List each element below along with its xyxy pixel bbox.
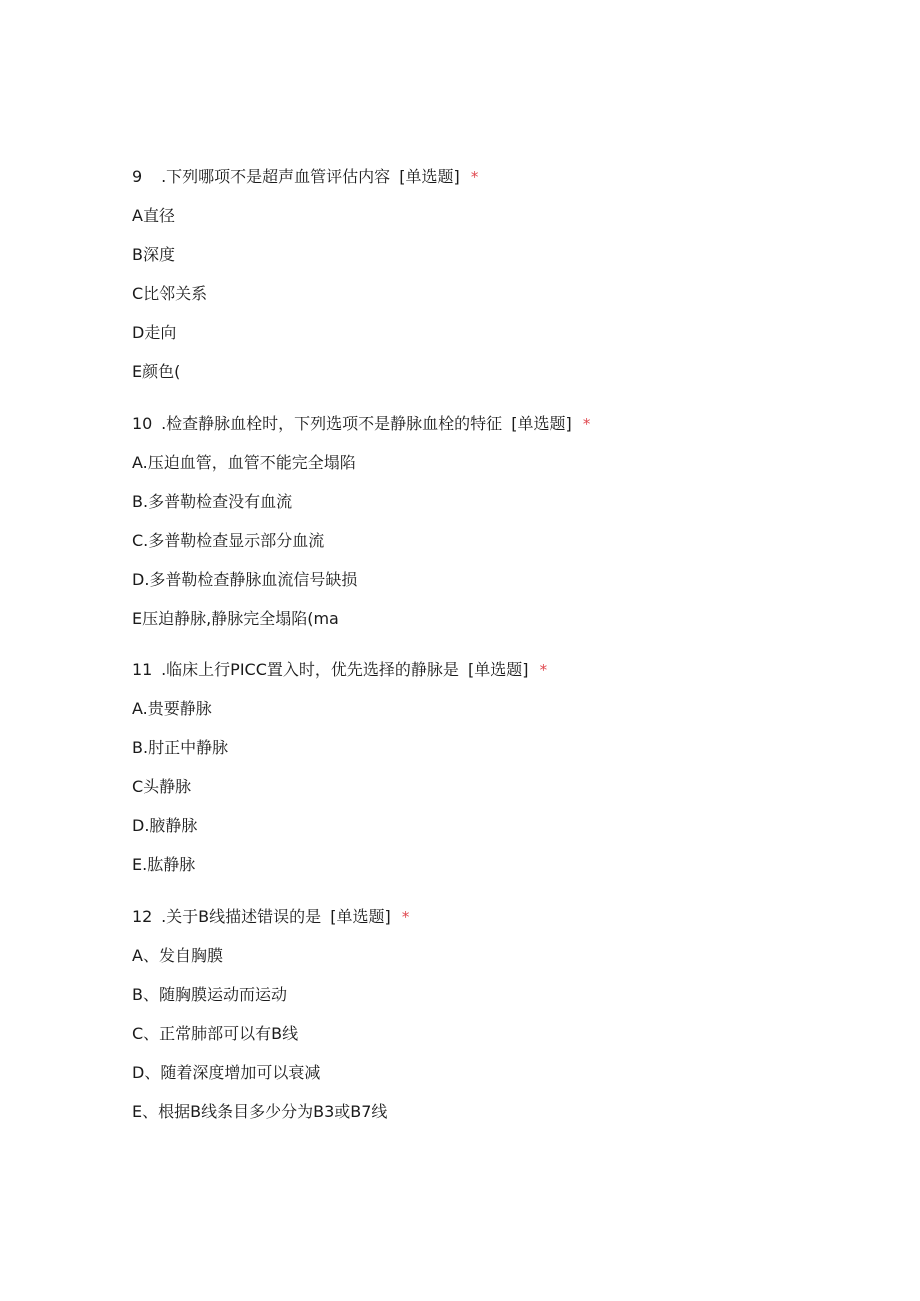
required-asterisk-icon: * [401,908,410,926]
question-text: .关于B线描述错误的是 [161,907,322,926]
question-text: .下列哪项不是超声血管评估内容 [161,167,391,186]
question-title [132,904,872,930]
option-e[interactable]: E颜色( [132,362,181,381]
question-type: [单选题] [399,167,460,186]
question-text: .临床上行PICC置入时，优先选择的静脉是 [161,660,459,679]
option-d[interactable]: D.多普勒检查静脉血流信号缺损 [132,570,358,589]
option-e[interactable]: E.肱静脉 [132,855,196,874]
question-number: 11 [132,660,153,679]
required-asterisk-icon: * [582,415,591,433]
option-a[interactable]: A.压迫血管，血管不能完全塌陷 [132,453,356,472]
option-c[interactable]: C、正常肺部可以有B线 [132,1024,299,1043]
question-type: [单选题] [468,660,529,679]
option-b[interactable]: B深度 [132,245,175,264]
option-d[interactable]: D、随着深度增加可以衰减 [132,1063,321,1082]
question-number: 9 [132,167,143,186]
option-d[interactable]: D.腋静脉 [132,816,198,835]
option-c[interactable]: C头静脉 [132,777,192,796]
question-type: [单选题] [511,414,572,433]
required-asterisk-icon: * [539,661,548,679]
required-asterisk-icon: * [470,168,479,186]
question-title [132,411,872,437]
question-10 [132,411,872,632]
question-type: [单选题] [330,907,391,926]
question-text: .检查静脉血栓时，下列选项不是静脉血栓的特征 [161,414,503,433]
option-a[interactable]: A直径 [132,206,175,225]
question-9 [132,164,872,385]
option-c[interactable]: C.多普勒检查显示部分血流 [132,531,325,550]
question-title [132,164,872,190]
question-title [132,657,872,683]
option-a[interactable]: A.贵要静脉 [132,699,212,718]
question-12 [132,904,872,1125]
question-number: 10 [132,414,153,433]
option-a[interactable]: A、发自胸膜 [132,946,223,965]
option-e[interactable]: E压迫静脉,静脉完全塌陷(ma [132,609,339,628]
question-11 [132,657,872,878]
option-c[interactable]: C比邻关系 [132,284,208,303]
option-d[interactable]: D走向 [132,323,177,342]
option-b[interactable]: B.多普勒检查没有血流 [132,492,293,511]
option-e[interactable]: E、根据B线条目多少分为B3或B7线 [132,1102,388,1121]
option-b[interactable]: B、随胸膜运动而运动 [132,985,287,1004]
question-number: 12 [132,907,153,926]
option-b[interactable]: B.肘正中静脉 [132,738,229,757]
